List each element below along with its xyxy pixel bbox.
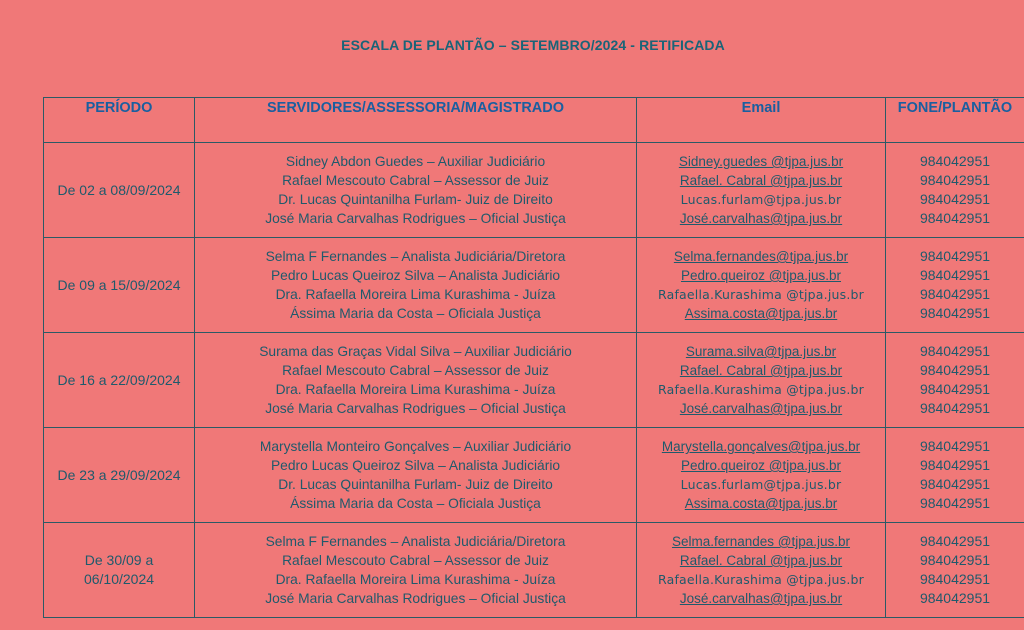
phone-number: 984042951 <box>919 305 991 321</box>
email-link[interactable]: José.carvalhas@tjpa.jus.br <box>679 401 843 416</box>
server-name: Pedro Lucas Queiroz Silva – Analista Judiciário <box>270 268 561 283</box>
server-name: Ássima Maria da Costa – Oficiala Justiça <box>290 306 541 321</box>
email-link[interactable]: Selma.fernandes@tjpa.jus.br <box>673 249 849 264</box>
email-text: Rafaella.Kurashima @tjpa.jus.br <box>657 382 864 397</box>
servers-cell <box>195 428 637 523</box>
period-cell: De 16 a 22/09/2024 <box>44 333 195 428</box>
servers-cell <box>195 333 637 428</box>
phone-number: 984042951 <box>919 286 991 302</box>
server-name: Rafael Mescouto Cabral – Assessor de Juiz <box>282 553 549 568</box>
phone-number: 984042951 <box>919 381 991 397</box>
phone-number: 984042951 <box>919 438 991 454</box>
server-name: Dr. Lucas Quintanilha Furlam- Juiz de Direito <box>278 192 553 207</box>
email-link[interactable]: José.carvalhas@tjpa.jus.br <box>679 591 843 606</box>
phone-cell <box>886 333 1024 428</box>
table-row <box>44 428 1024 523</box>
email-text: Lucas.furlam@tjpa.jus.br <box>680 192 842 207</box>
server-name: Marystella Monteiro Gonçalves – Auxiliar Judiciário <box>259 439 572 454</box>
server-name: Selma F Fernandes – Analista Judiciária/Diretora <box>265 249 566 264</box>
table-row <box>44 143 1024 238</box>
email-link[interactable]: Sidney.guedes @tjpa.jus.br <box>678 154 844 169</box>
server-name: Dr. Lucas Quintanilha Furlam- Juiz de Direito <box>278 477 553 492</box>
servers-cell <box>195 238 637 333</box>
server-name: Dra. Rafaella Moreira Lima Kurashima - Juíza <box>275 572 556 587</box>
email-link[interactable]: Rafael. Cabral @tjpa.jus.br <box>679 553 843 568</box>
header-email: Email <box>637 98 886 143</box>
server-name: Ássima Maria da Costa – Oficiala Justiça <box>290 496 541 511</box>
server-name: José Maria Carvalhas Rodrigues – Oficial Justiça <box>265 211 566 226</box>
period-start: De 30/09 a <box>84 552 154 568</box>
servers-cell <box>195 143 637 238</box>
document-title: ESCALA DE PLANTÃO – SETEMBRO/2024 - RETIFICADA <box>341 37 725 53</box>
phone-number: 984042951 <box>919 590 991 606</box>
email-link[interactable]: Selma.fernandes @tjpa.jus.br <box>671 534 851 549</box>
period-cell: De 23 a 29/09/2024 <box>44 428 195 523</box>
server-name: José Maria Carvalhas Rodrigues – Oficial Justiça <box>265 401 566 416</box>
table-row <box>44 238 1024 333</box>
phone-cell <box>886 238 1024 333</box>
phone-number: 984042951 <box>919 248 991 264</box>
email-link[interactable]: Surama.silva@tjpa.jus.br <box>685 344 837 359</box>
email-link[interactable]: Rafael. Cabral @tjpa.jus.br <box>679 363 843 378</box>
phone-number: 984042951 <box>919 172 991 188</box>
period-cell: De 02 a 08/09/2024 <box>44 143 195 238</box>
server-name: Rafael Mescouto Cabral – Assessor de Juiz <box>282 173 549 188</box>
email-link[interactable]: Rafael. Cabral @tjpa.jus.br <box>679 173 843 188</box>
server-name: Selma F Fernandes – Analista Judiciária/Diretora <box>265 534 566 549</box>
email-link[interactable]: Pedro.queiroz @tjpa.jus.br <box>680 268 842 283</box>
header-servers: SERVIDORES/ASSESSORIA/MAGISTRADO <box>195 98 637 143</box>
period-cell: De 09 a 15/09/2024 <box>44 238 195 333</box>
server-name: Rafael Mescouto Cabral – Assessor de Juiz <box>282 363 549 378</box>
phone-number: 984042951 <box>919 153 991 169</box>
phone-number: 984042951 <box>919 343 991 359</box>
phone-number: 984042951 <box>919 457 991 473</box>
email-text: Rafaella.Kurashima @tjpa.jus.br <box>657 287 864 302</box>
header-period: PERÍODO <box>44 98 195 143</box>
phone-number: 984042951 <box>919 476 991 492</box>
email-cell <box>637 238 886 333</box>
servers-cell <box>195 523 637 618</box>
server-name: Pedro Lucas Queiroz Silva – Analista Judiciário <box>270 458 561 473</box>
schedule-table <box>43 97 1024 618</box>
table-row <box>44 523 1024 618</box>
header-phone: FONE/PLANTÃO <box>886 98 1024 143</box>
server-name: Surama das Graças Vidal Silva – Auxiliar Judiciário <box>259 344 572 359</box>
phone-number: 984042951 <box>919 533 991 549</box>
email-cell <box>637 143 886 238</box>
email-text: Rafaella.Kurashima @tjpa.jus.br <box>657 572 864 587</box>
phone-number: 984042951 <box>919 400 991 416</box>
phone-cell <box>886 523 1024 618</box>
server-name: Dra. Rafaella Moreira Lima Kurashima - Juíza <box>275 287 556 302</box>
email-text: Lucas.furlam@tjpa.jus.br <box>680 477 842 492</box>
phone-cell <box>886 143 1024 238</box>
email-cell <box>637 523 886 618</box>
phone-number: 984042951 <box>919 267 991 283</box>
period-end: 06/10/2024 <box>83 571 155 587</box>
email-cell <box>637 428 886 523</box>
phone-number: 984042951 <box>919 210 991 226</box>
table-header-row <box>44 98 1024 143</box>
email-link[interactable]: José.carvalhas@tjpa.jus.br <box>679 211 843 226</box>
email-link[interactable]: Assima.costa@tjpa.jus.br <box>684 306 838 321</box>
server-name: Dra. Rafaella Moreira Lima Kurashima - Juíza <box>275 382 556 397</box>
email-link[interactable]: Marystella.gonçalves@tjpa.jus.br <box>661 439 861 454</box>
email-link[interactable]: Assima.costa@tjpa.jus.br <box>684 496 838 511</box>
server-name: José Maria Carvalhas Rodrigues – Oficial Justiça <box>265 591 566 606</box>
server-name: Sidney Abdon Guedes – Auxiliar Judiciário <box>285 154 546 169</box>
period-cell <box>44 523 195 618</box>
phone-number: 984042951 <box>919 191 991 207</box>
phone-cell <box>886 428 1024 523</box>
phone-number: 984042951 <box>919 552 991 568</box>
phone-number: 984042951 <box>919 571 991 587</box>
email-cell <box>637 333 886 428</box>
email-link[interactable]: Pedro.queiroz @tjpa.jus.br <box>680 458 842 473</box>
table-row <box>44 333 1024 428</box>
phone-number: 984042951 <box>919 495 991 511</box>
phone-number: 984042951 <box>919 362 991 378</box>
